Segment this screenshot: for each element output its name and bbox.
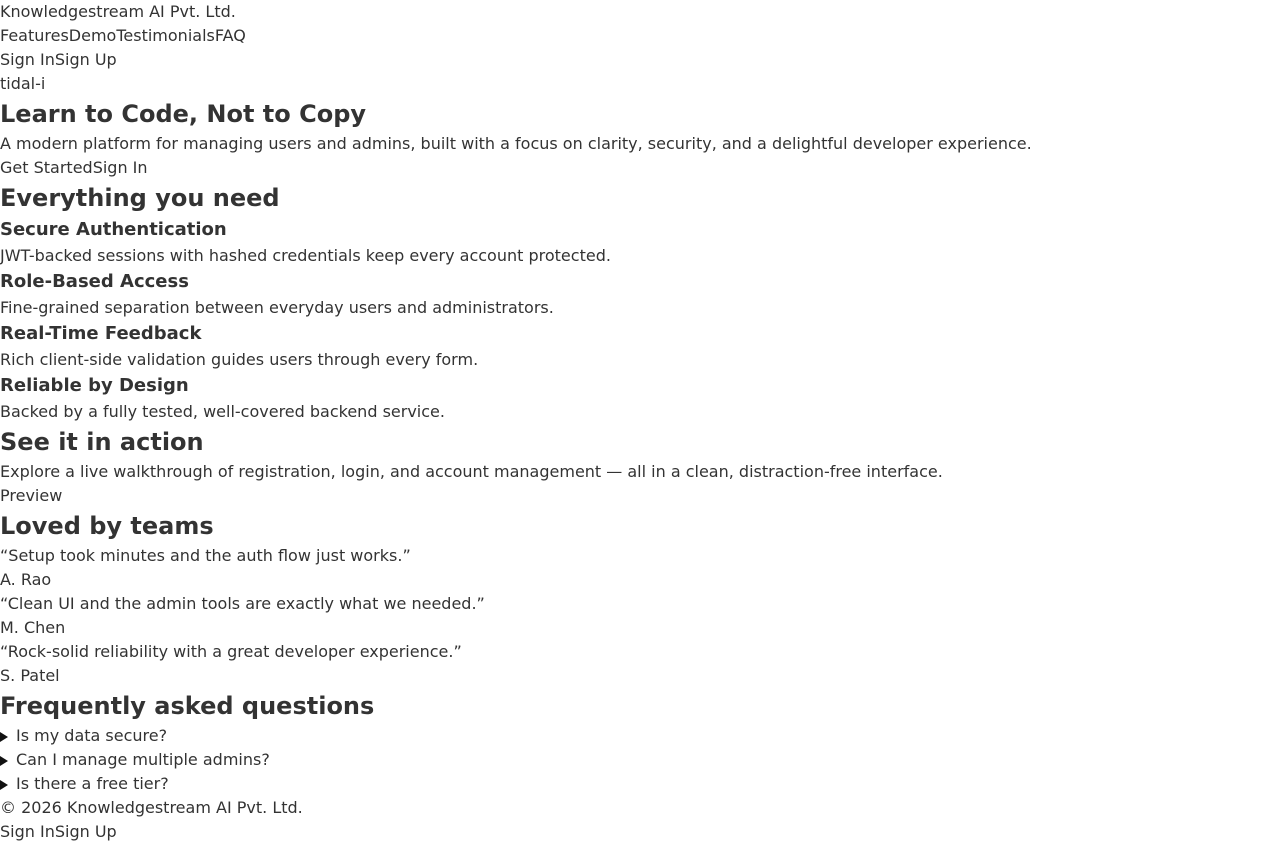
hero-section (0, 96, 1280, 180)
testimonial-card (0, 544, 1280, 592)
testimonial-author: A. Rao (0, 570, 52, 589)
feature-desc: Backed by a fully tested, well-covered backend service. (0, 402, 445, 421)
testimonial-card (0, 592, 1280, 640)
testimonial-quote: “Rock-solid reliability with a great developer experience.” (0, 642, 462, 661)
testimonial-quote: “Setup took minutes and the auth flow just works.” (0, 546, 411, 565)
feature-title: Reliable by Design (0, 375, 189, 396)
get-started-button[interactable]: Get Started (0, 158, 93, 177)
testimonial-card (0, 640, 1280, 688)
feature-desc: JWT-backed sessions with hashed credentials keep every account protected. (0, 246, 611, 265)
hero-subtitle: A modern platform for managing users and admins, built with a focus on clarity, security, and a delightful developer experience. (0, 134, 1032, 153)
hero-sign-in-button[interactable]: Sign In (92, 158, 148, 177)
demo-section (0, 424, 1280, 508)
brand-name[interactable]: Knowledgestream AI Pvt. Ltd. (0, 2, 236, 21)
faq-question[interactable] (0, 748, 1280, 772)
nav-link-demo[interactable]: Demo (68, 26, 117, 45)
testimonial-quote: “Clean UI and the admin tools are exactly what we needed.” (0, 594, 485, 613)
footer-sign-up-link[interactable]: Sign Up (54, 822, 117, 841)
feature-desc: Rich client-side validation guides users through every form. (0, 350, 479, 369)
faq-question-text: Can I manage multiple admins? (16, 750, 270, 769)
faq-item[interactable] (0, 772, 1280, 796)
feature-title: Role-Based Access (0, 271, 189, 292)
faq-question-text: Is my data secure? (16, 726, 168, 745)
faq-question-text: Is there a free tier? (16, 774, 169, 793)
feature-title: Secure Authentication (0, 219, 227, 240)
faq-section (0, 688, 1280, 796)
site-header (0, 0, 1280, 96)
header-sign-in-link[interactable]: Sign In (0, 50, 55, 69)
hero-cta-row (0, 156, 1280, 180)
feature-card (0, 216, 1280, 268)
features-section (0, 180, 1280, 424)
testimonials-section (0, 508, 1280, 688)
faq-item[interactable] (0, 748, 1280, 772)
nav-link-testimonials[interactable]: Testimonials (116, 26, 215, 45)
faq-question[interactable] (0, 772, 1280, 796)
hero-title: Learn to Code, Not to Copy (0, 100, 367, 128)
nav-link-features[interactable]: Features (0, 26, 69, 45)
disclosure-triangle-icon (0, 780, 8, 790)
faq-heading: Frequently asked questions (0, 692, 375, 720)
demo-preview: Preview (0, 486, 63, 505)
feature-card (0, 320, 1280, 372)
testimonial-author: S. Patel (0, 666, 60, 685)
footer-sign-in-link[interactable]: Sign In (0, 822, 55, 841)
feature-title: Real-Time Feedback (0, 323, 202, 344)
feature-card (0, 372, 1280, 424)
disclosure-triangle-icon (0, 756, 8, 766)
faq-item[interactable] (0, 724, 1280, 748)
feature-card (0, 268, 1280, 320)
header-sign-up-link[interactable]: Sign Up (54, 50, 117, 69)
footer-auth-links (0, 820, 1280, 844)
main-nav (0, 24, 1280, 48)
site-footer (0, 796, 1280, 844)
feature-desc: Fine-grained separation between everyday users and administrators. (0, 298, 554, 317)
header-auth-links (0, 48, 1280, 72)
disclosure-triangle-icon (0, 732, 8, 742)
faq-question[interactable] (0, 724, 1280, 748)
demo-heading: See it in action (0, 428, 204, 456)
testimonials-heading: Loved by teams (0, 512, 214, 540)
nav-link-faq[interactable]: FAQ (214, 26, 246, 45)
features-heading: Everything you need (0, 184, 280, 212)
testimonial-author: M. Chen (0, 618, 66, 637)
product-name: tidal-i (0, 74, 46, 93)
demo-description: Explore a live walkthrough of registration, login, and account management — all in a clean, distraction-free interface. (0, 462, 943, 481)
footer-copyright: © 2026 Knowledgestream AI Pvt. Ltd. (0, 798, 303, 817)
